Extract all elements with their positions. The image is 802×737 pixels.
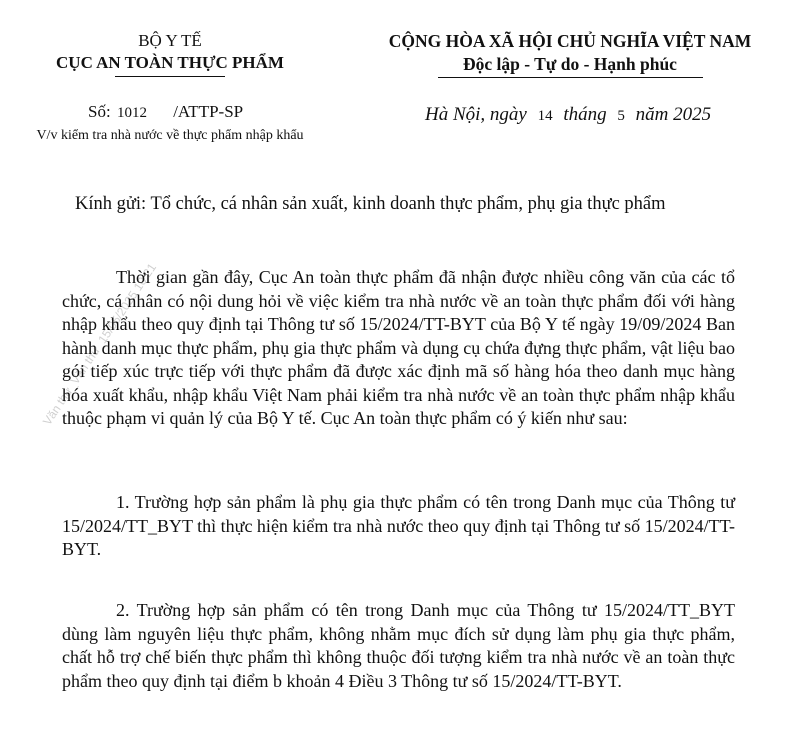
- issuer-block: [20, 30, 320, 77]
- national-header: [340, 30, 800, 78]
- motto-underline: [438, 77, 703, 78]
- paragraph-item-2: 2. Trường hợp sản phẩm có tên trong Danh mục của Thông tư 15/2024/TT_BYT dùng làm nguyên liệu thực phẩm, không nhằm mục đích sử dụng làm phụ gia thực phẩm, chất hỗ trợ chế biến thực phẩm thì không thuộc đối tượng kiểm tra nhà nước về an toàn thực phẩm theo quy định tại điểm b khoản 4 Điều 3 Thông tư số 15/2024/TT-BYT.: [62, 600, 735, 691]
- issuing-organization: CỤC AN TOÀN THỰC PHẨM: [56, 53, 284, 72]
- issuer-underline: [115, 76, 225, 77]
- nation-name: CỘNG HÒA XÃ HỘI CHỦ NGHĨA VIỆT NAM: [388, 31, 752, 51]
- date-year: năm 2025: [635, 104, 712, 125]
- place-date-prefix: Hà Nội, ngày: [425, 104, 527, 125]
- watermark-stamp: Văn thư_Văn thư_15/05/2025 10:21: [40, 260, 160, 428]
- parent-organization: BỘ Y TẾ: [138, 31, 202, 50]
- place-and-date: [425, 104, 711, 126]
- document-number-label: Số:: [88, 102, 111, 121]
- date-month: 5: [617, 108, 625, 124]
- national-motto: Độc lập - Tự do - Hạnh phúc: [463, 54, 677, 74]
- recipient-line: Kính gửi: Tổ chức, cá nhân sản xuất, kinh doanh thực phẩm, phụ gia thực phẩm: [75, 194, 666, 214]
- document-number: [88, 102, 243, 122]
- document-number-value: 1012: [116, 105, 147, 121]
- paragraph-item-1: 1. Trường hợp sản phẩm là phụ gia thực phẩm có tên trong Danh mục của Thông tư 15/2024/TT_BYT thì thực hiện kiểm tra nhà nước theo quy định tại Thông tư số 15/2024/TT-BYT.: [62, 492, 735, 559]
- paragraph-intro: Thời gian gần đây, Cục An toàn thực phẩm đã nhận được nhiều công văn của các tổ chức, cá nhân có nội dung hỏi về việc kiểm tra nhà nước về an toàn thực phẩm đối với hàng nhập khẩu theo quy định tại Thông tư số 15/2024/TT-BYT của Bộ Y tế ngày 19/09/2024 Ban hành danh mục thực phẩm, phụ gia thực phẩm và dụng cụ chứa đựng thực phẩm, vật liệu bao gói tiếp xúc trực tiếp với thực phẩm đã được xác định mã số hàng hóa theo danh mục hàng hóa xuất khẩu, nhập khẩu Việt Nam phải kiểm tra nhà nước về an toàn thực phẩm nhập khẩu thuộc phạm vi quản lý của Bộ Y tế. Cục An toàn thực phẩm có ý kiến như sau:: [62, 267, 735, 428]
- document-number-suffix: /ATTP-SP: [173, 102, 244, 121]
- date-day: 14: [537, 108, 553, 124]
- month-label: tháng: [563, 104, 607, 125]
- document-subject: V/v kiểm tra nhà nước về thực phẩm nhập khẩu: [36, 128, 304, 143]
